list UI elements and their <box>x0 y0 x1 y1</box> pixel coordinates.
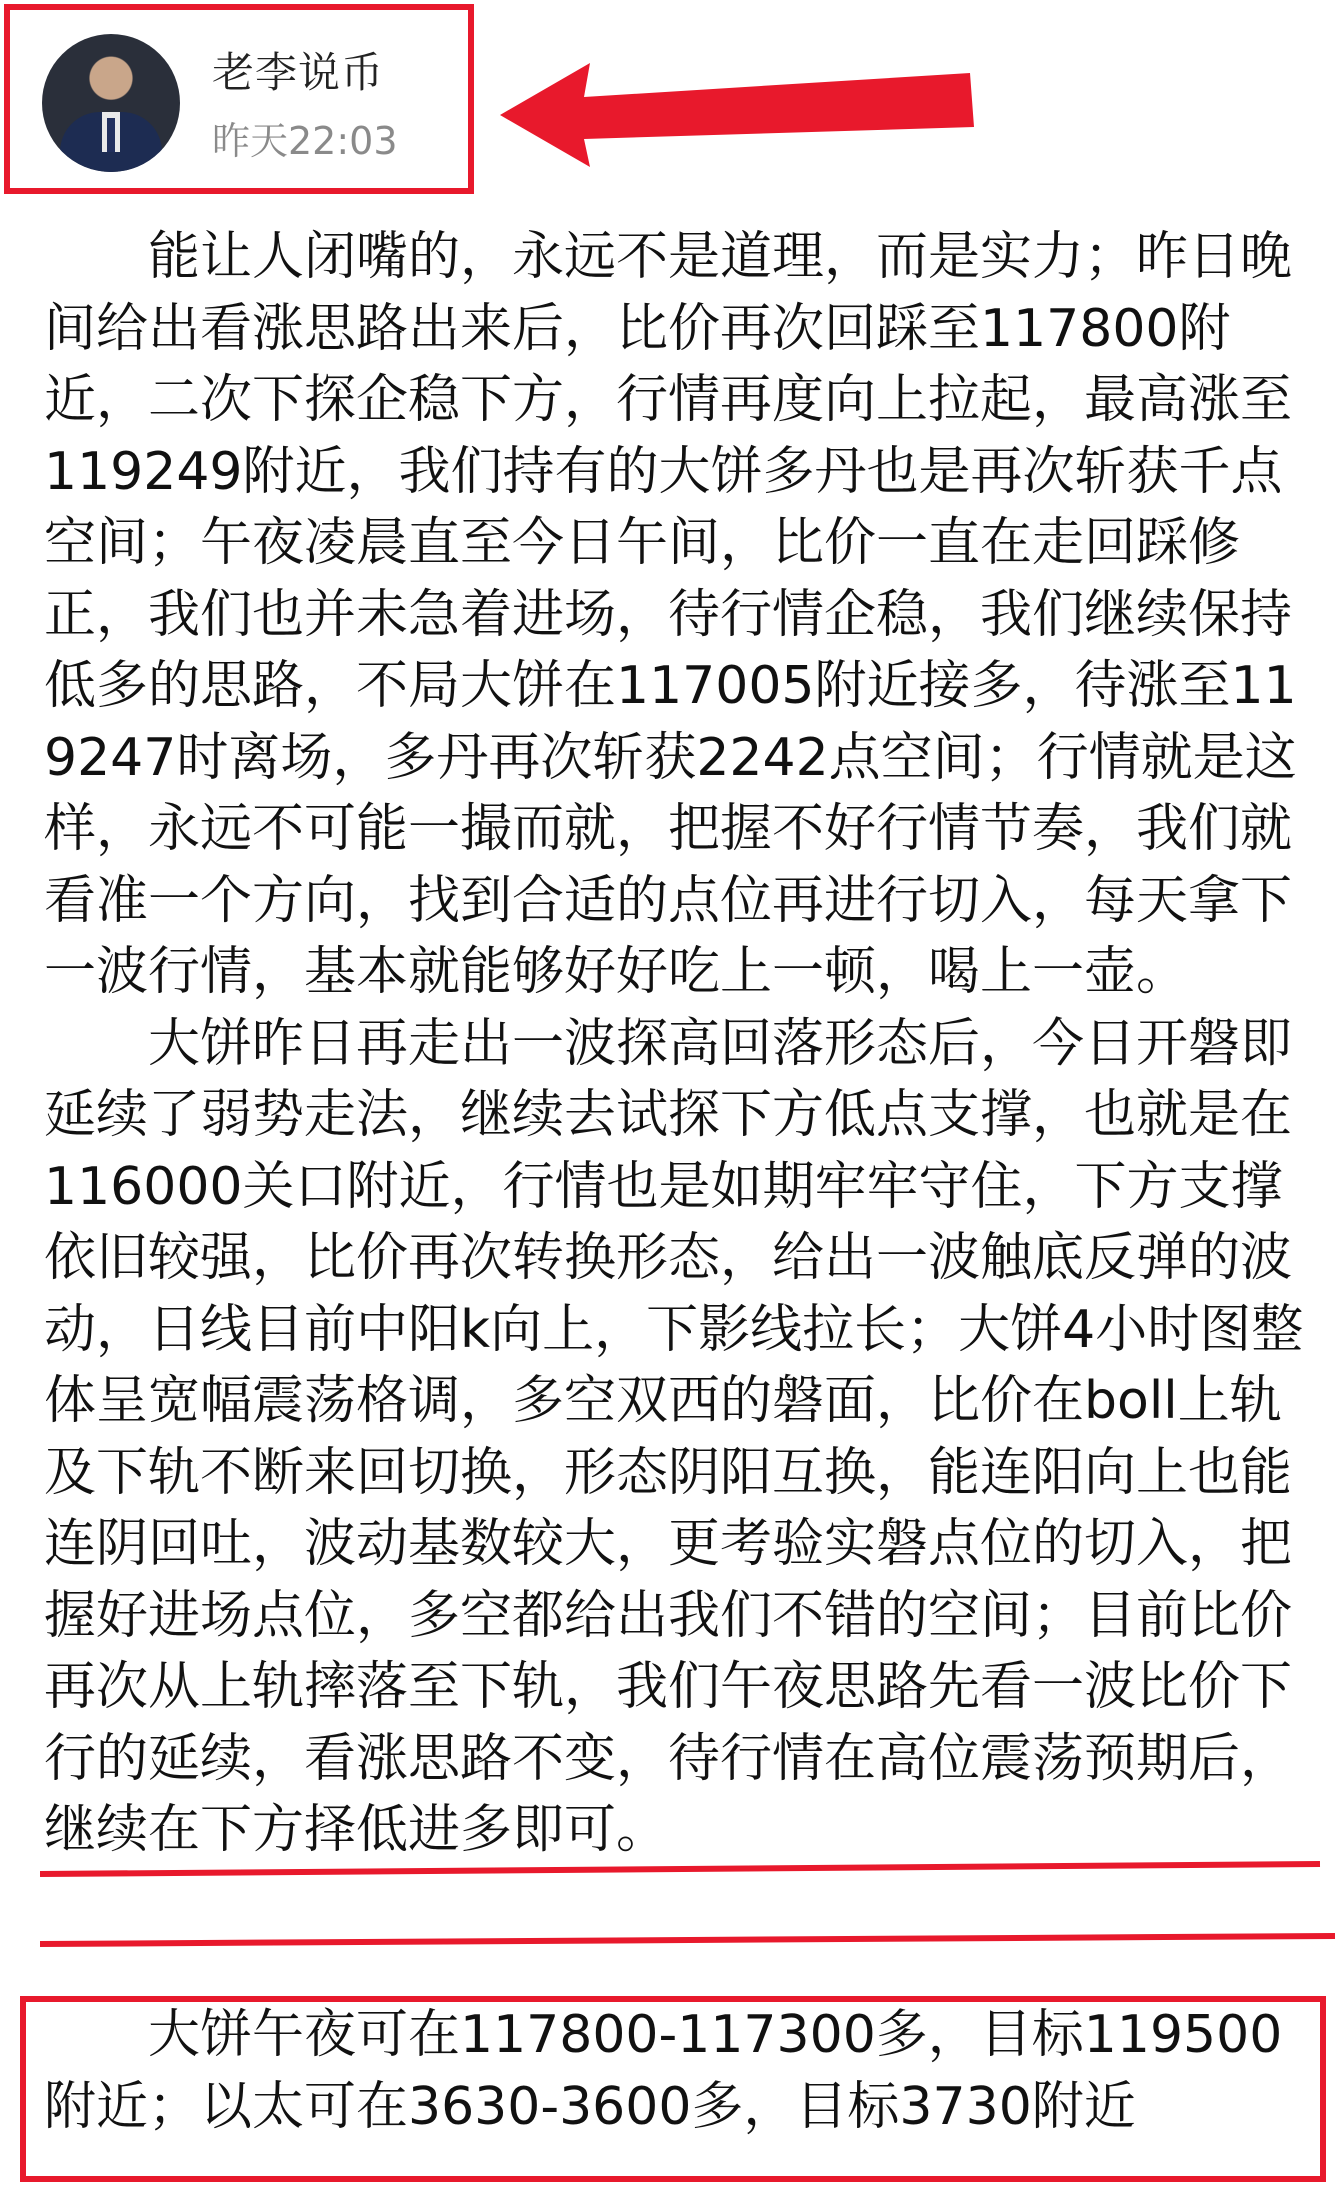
trade-target-text: 大饼午夜可在117800-117300多，目标119500附近；以太可在3630-3600多，目标3730附近 <box>44 2005 1283 2137</box>
article-paragraph-1: 能让人闭嘴的，永远不是道理，而是实力；昨日晚间给出看涨思路出来后，比价再次回踩至117800附近，二次下探企稳下方，行情再度向上拉起，最高涨至119249附近，我们持有的大饼多丹也是再次斩获千点空间；午夜凌晨直至今日午间，比价一直在走回踩修正，我们也并未急着进场，待行情企稳，我们继续保持低多的思路，不局大饼在117005附近接多，待涨至119247时离场，多丹再次斩获2242点空间；行情就是这样，永远不可能一撮而就，把握不好行情节奏，我们就看准一个方向，找到合适的点位再进行切入，每天拿下一波行情，基本就能够好好吃上一顿，喝上一壶。 <box>44 227 1297 1002</box>
red-underline-marks <box>40 1840 1340 1960</box>
author-name[interactable]: 老李说币 <box>212 48 385 97</box>
avatar-tie <box>107 118 115 152</box>
article-paragraph-2: 大饼昨日再走出一波探高回落形态后，今日开磐即延续了弱势走法，继续去试探下方低点支撑，也就是在116000关口附近，行情也是如期牢牢守住，下方支撑依旧较强，比价再次转换形态，给出一波触底反弹的波动，日线目前中阳k向上，下影线拉长；大饼4小时图整体呈宽幅震荡格调，多空双西的磐面，比价在boll上轨及下轨不断来回切换，形态阴阳互换，能连阳向上也能连阴回吐，波动基数较大，更考验实磐点位的切入，把握好进场点位，多空都给出我们不错的空间；目前比价再次从上轨摔落至下轨，我们午夜思路先看一波比价下行的延续，看涨思路不变，待行情在高位震荡预期后，继续在下方择低进多即可。 <box>44 1013 1304 1860</box>
red-arrow-icon <box>500 55 980 175</box>
article-body <box>44 222 1306 1867</box>
avatar[interactable] <box>42 34 180 172</box>
post-timestamp: 昨天22:03 <box>212 119 398 163</box>
